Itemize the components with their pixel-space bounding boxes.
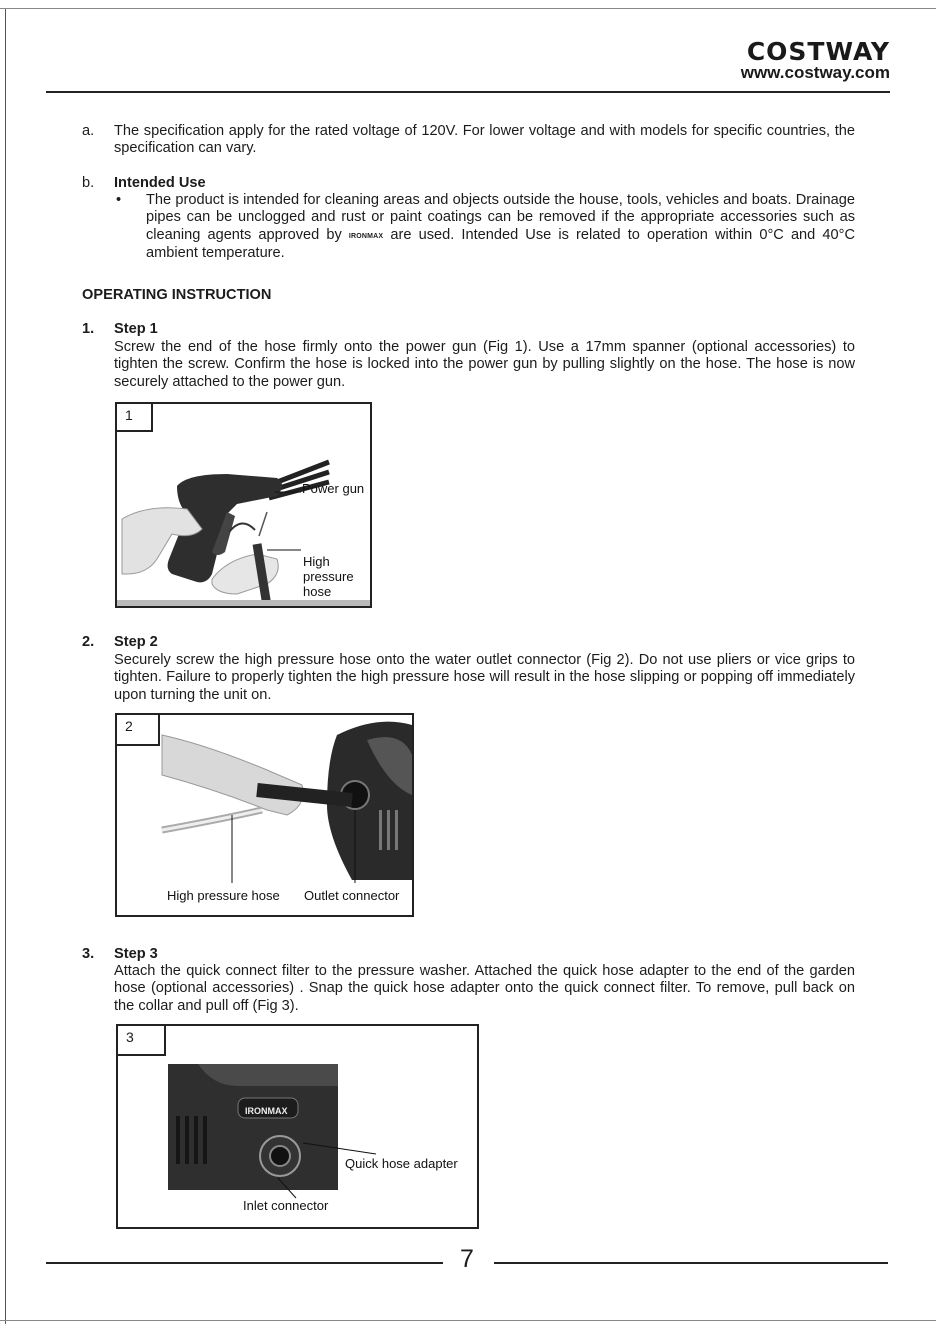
note-b-text-part2: are used. Intended Use is related to operation within 0°C and 40°C ambient temperature.: [146, 226, 855, 262]
figure-1-label-high-pressure-hose: High pressure hose: [303, 554, 354, 599]
figure-2: [115, 713, 414, 917]
figure-2-label-high-pressure-hose: High pressure hose: [167, 888, 280, 903]
note-b-title: Intended Use: [114, 175, 206, 191]
brand-url: www.costway.com: [740, 63, 890, 82]
step-1-title: Step 1: [114, 321, 158, 337]
left-margin-line: [5, 8, 6, 1324]
ironmax-inline-logo: IRONMAX: [348, 232, 384, 240]
note-a-marker: a.: [82, 123, 95, 139]
note-b-bullet: •: [116, 192, 122, 208]
step-2-number: 2.: [82, 634, 95, 650]
figure-3-ironmax-logo: IRONMAX: [245, 1106, 288, 1116]
figure-3-label-quick-hose-adapter: Quick hose adapter: [345, 1156, 458, 1171]
step-2-text: Securely screw the high pressure hose onto the water outlet connector (Fig 2). Do not use pliers or vice grips to tighten. Failure to properly tighten the high pressure hose will result in the hose slipping or popping off immediately upon turning the unit on.: [114, 652, 855, 703]
step-3-title: Step 3: [114, 946, 158, 962]
figure-1-number: 1: [115, 402, 153, 432]
step-3-text: Attach the quick connect filter to the pressure washer. Attached the quick hose adapter to the end of the garden hose (optional accessories) . Snap the quick hose adapter onto the quick connect filter. To remove, pull back on the collar and pull off (Fig 3).: [114, 963, 855, 1014]
figure-3-label-inlet-connector: Inlet connector: [243, 1198, 329, 1213]
figure-1-label-power-gun: Power gun: [302, 481, 365, 496]
figure-2-photo: [117, 715, 412, 915]
footer-rule-left: [46, 1262, 443, 1264]
step-3-number: 3.: [82, 946, 95, 962]
figure-2-number: 2: [115, 713, 160, 746]
step-1-text: Screw the end of the hose firmly onto the power gun (Fig 1). Use a 17mm spanner (optional accessories) to tighten the screw. Confirm the hose is locked into the power gun by pulling slightly on the hose. The hose is now securely attached to the power gun.: [114, 339, 855, 390]
figure-3: [116, 1024, 479, 1229]
footer-rule-right: [494, 1262, 888, 1264]
figure-2-label-outlet-connector: Outlet connector: [304, 888, 400, 903]
section-title: OPERATING INSTRUCTION: [82, 287, 272, 303]
step-2-title: Step 2: [114, 634, 158, 650]
bottom-margin-line: [0, 1320, 936, 1321]
note-b-text-part1: The product is intended for cleaning areas and objects outside the house, tools, vehicles and boats. Drainage pipes can be unclogged and rust or paint coatings can be removed if the appropriate accessories such as cleaning agents approved by: [146, 192, 855, 243]
page-number: 7: [460, 1245, 474, 1273]
figure-1: [115, 402, 372, 608]
brand-logo: COSTWAY: [746, 37, 890, 66]
header-rule: [46, 91, 890, 93]
note-b-marker: b.: [82, 175, 95, 191]
figure-3-photo: [118, 1026, 477, 1227]
step-1-number: 1.: [82, 321, 95, 337]
figure-3-number: 3: [116, 1024, 166, 1056]
note-a-text: The specification apply for the rated voltage of 120V. For lower voltage and with models for specific countries, the specification can vary.: [114, 123, 855, 157]
note-b-text: [146, 192, 855, 263]
top-margin-line: [0, 8, 936, 9]
